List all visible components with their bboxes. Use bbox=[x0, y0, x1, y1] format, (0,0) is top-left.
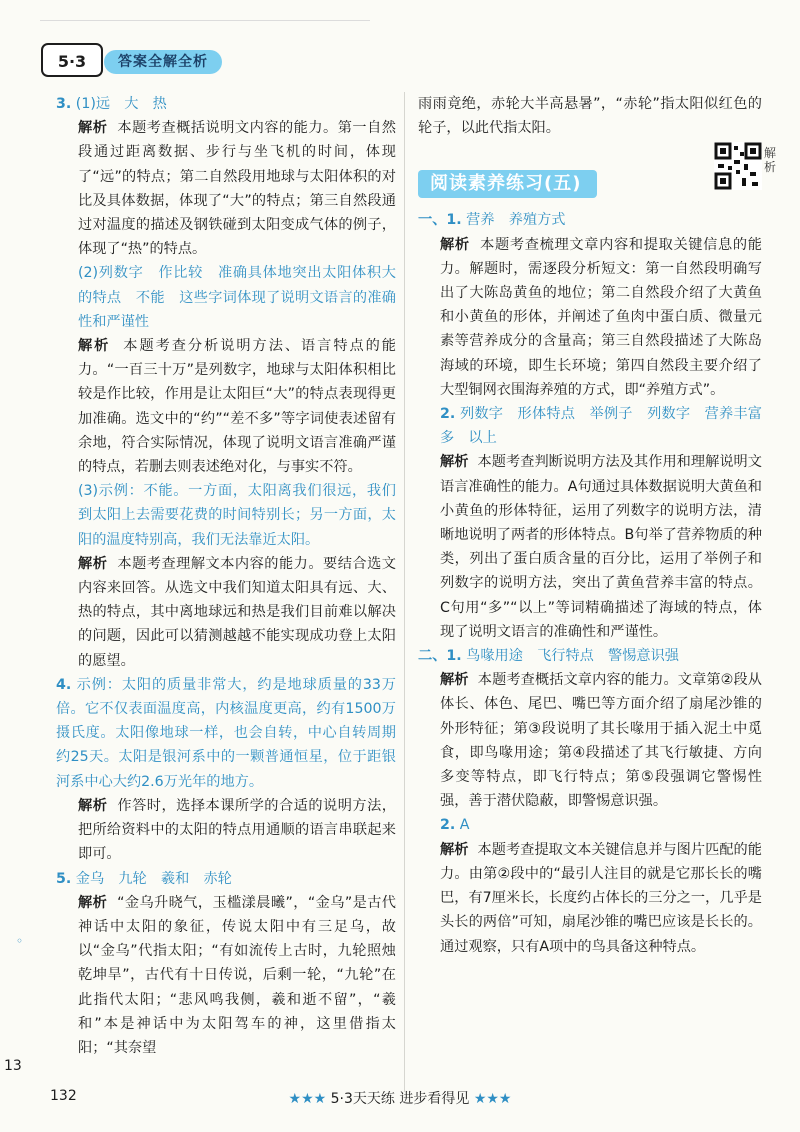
q4-number: 4. bbox=[56, 676, 72, 693]
q5-number: 5. bbox=[56, 870, 72, 887]
s4-analysis bbox=[418, 838, 762, 959]
column-divider bbox=[404, 92, 405, 1092]
q4-text: 示例：太阳的质量非常大，约是地球质量的33万倍。它不仅表面温度高，内核温度更高，约有1500万摄氏度。太阳像地球一样，也会自转，中心自转周期约25天。太阳是银河系中的一颗普通恒星，位于距银河系中心大约2.6万光年的地方。 bbox=[56, 676, 396, 790]
analysis-label: 解析 bbox=[78, 120, 108, 137]
footer-slogan bbox=[0, 1088, 800, 1108]
s2-number: 2. bbox=[440, 406, 456, 423]
q3-3-answer: (3)示例：不能。一方面，太阳离我们很远，我们到太阳上去需要花费的时间特别长；另一方面，太阳的温度特别高，我们无法靠近太阳。 bbox=[78, 483, 396, 548]
q3-1-analysis bbox=[56, 116, 396, 261]
s3-answer bbox=[418, 644, 762, 668]
analysis-label: 解析 bbox=[78, 555, 108, 572]
qr-code-icon[interactable] bbox=[714, 142, 762, 190]
analysis-label: 解析 bbox=[78, 338, 111, 355]
top-rule bbox=[40, 20, 370, 21]
qr-label: 解析 bbox=[764, 146, 777, 174]
section-title: 阅读素养练习(五) bbox=[418, 170, 597, 198]
analysis-text: 本题考查概括文章内容的能力。文章第②段从体长、体色、尾巴、嘴巴等方面介绍了扇尾沙锥的外形特征；第③段说明了其长喙用于插入泥土中觅食，即鸟喙用途；第④段描述了其飞行敏捷、方向多变等特点，即飞行特点；第⑤段强调它警惕性强，善于潜伏隐蔽，即警惕意识强。 bbox=[440, 672, 762, 810]
s4-text: A bbox=[459, 817, 470, 834]
s2-text: 列数字 形体特点 举例子 列数字 营养丰富 多 以上 bbox=[440, 406, 777, 447]
stars-left-icon: ★★★ bbox=[288, 1091, 327, 1107]
analysis-text: “金乌升晓气，玉槛漾晨曦”，“金乌”是古代神话中太阳的象征，传说太阳中有三足乌，故以“金乌”代指太阳；“有如流传上古时，九轮照烛乾坤旱”，古代有十日传说，后剩一轮，“九轮”在此指代太阳；“悲风鸣我侧，羲和逝不留”，“羲和”本是神话中为太阳驾车的神，这里借指太阳；“其奈望 bbox=[78, 894, 396, 1056]
left-column bbox=[56, 92, 396, 1060]
q3-part1 bbox=[56, 92, 396, 116]
analysis-label: 解析 bbox=[440, 454, 469, 471]
analysis-text: 本题考查分析说明方法、语言特点的能力。“一百三十万”是列数字，地球与太阳体积相比较是作比较，作用是让太阳巨“大”的特点表现得更加准确。选文中的“约”“差不多”等字词使表述留有余地，符合实际情况，体现了说明文语言准确严谨的特点，若删去则表述绝对化，与事实不符。 bbox=[78, 338, 396, 476]
q5-text: 金乌 九轮 羲和 赤轮 bbox=[75, 870, 232, 887]
q3-2-analysis bbox=[56, 334, 396, 479]
s3-number: 二、1. bbox=[418, 648, 462, 665]
stars-right-icon: ★★★ bbox=[473, 1091, 512, 1107]
analysis-label: 解析 bbox=[440, 841, 469, 858]
s1-text: 营养 养殖方式 bbox=[466, 212, 566, 229]
analysis-text: 本题考查梳理文章内容和提取关键信息的能力。解题时，需逐段分析短文：第一自然段明确写出了大陈岛黄鱼的地位；第二自然段介绍了大黄鱼和小黄鱼的形体，并阐述了鱼肉中蛋白质、微量元素等营养成分的含量高；第三自然段描述了大陈岛海域的环境，即生长环境；第四自然段主要介绍了大型铜网衣围海养殖的方式，即“养殖方式”。 bbox=[440, 236, 762, 398]
s4-answer bbox=[418, 813, 762, 837]
q4-answer bbox=[56, 673, 396, 794]
continued-text: 雨雨竟绝，赤轮大半高悬暑”，“赤轮”指太阳似红色的轮子，以此代指太阳。 bbox=[418, 96, 762, 137]
s3-analysis bbox=[418, 668, 762, 813]
s1-answer bbox=[418, 208, 762, 232]
analysis-text: 本题考查理解文本内容的能力。要结合选文内容来回答。从选文中我们知道太阳具有远、大、热的特点，其中离地球远和热是我们目前难以解决的问题，因此可以猜测越越不能实现成功登上太阳的愿望。 bbox=[78, 555, 396, 669]
q3-3-analysis bbox=[56, 552, 396, 673]
page-number: 132 bbox=[50, 1088, 77, 1104]
q3-number: 3. bbox=[56, 96, 72, 112]
analysis-text: 作答时，选择本课所学的合适的说明方法，把所给资料中的太阳的特点用通顺的语言串联起来即可。 bbox=[78, 797, 396, 863]
analysis-label: 解析 bbox=[440, 672, 469, 689]
analysis-label: 解析 bbox=[440, 236, 470, 253]
q5-analysis bbox=[56, 891, 396, 1060]
header-tag: 答案全解全析 bbox=[104, 50, 222, 74]
q4-analysis bbox=[56, 794, 396, 867]
analysis-text: 本题考查提取文本关键信息并与图片匹配的能力。由第②段中的“最引人注目的就是它那长长的嘴巴，有7厘米长，长度约占体长的三分之一，几乎是头长的两倍”可知，扇尾沙锥的嘴巴应该是长长的。通过观察，只有A项中的鸟具备这种特点。 bbox=[440, 841, 762, 955]
q5-answer bbox=[56, 867, 396, 891]
analysis-label: 解析 bbox=[78, 797, 108, 814]
s3-text: 鸟喙用途 飞行特点 警惕意识强 bbox=[466, 648, 679, 665]
side-mark-icon: ◦ bbox=[16, 934, 24, 948]
s2-analysis bbox=[418, 450, 762, 644]
s1-number: 一、1. bbox=[418, 212, 462, 229]
footer-text: 5·3天天练 进步看得见 bbox=[330, 1091, 470, 1107]
analysis-label: 解析 bbox=[78, 894, 108, 911]
s2-answer bbox=[418, 402, 777, 450]
q3-1-answer: (1)远 大 热 bbox=[75, 96, 167, 112]
margin-number: 13 bbox=[4, 1058, 22, 1074]
svg-text:5·3: 5·3 bbox=[57, 52, 87, 71]
right-column bbox=[418, 92, 777, 959]
s4-number: 2. bbox=[440, 817, 456, 834]
q3-2-answer: (2)列数字 作比较 准确具体地突出太阳体积大的特点 不能 这些字词体现了说明文语言的准确性和严谨性 bbox=[78, 265, 396, 330]
analysis-text: 本题考查概括说明文内容的能力。第一自然段通过距离数据、步行与坐飞机的时间，体现了“远”的特点；第二自然段用地球与太阳体积的对比及具体数据，体现了“大”的特点；第三自然段通过对温度的描述及钢铁碰到太阳变成气体的例子，体现了“热”的特点。 bbox=[78, 120, 396, 258]
s1-analysis bbox=[418, 233, 762, 402]
brand-logo-icon bbox=[40, 40, 110, 80]
analysis-text: 本题考查判断说明方法及其作用和理解说明文语言准确性的能力。A句通过具体数据说明大黄鱼和小黄鱼的形体特征，运用了列数字的说明方法，清晰地说明了两者的形体特点。B句举了营养物质的种类，列出了蛋白质含量的百分比，运用了举例子和列数字的说明方法，突出了黄鱼营养丰富的特点。C句用“多”“以上”等词精确描述了海域的特点，体现了说明文语言的准确性和严谨性。 bbox=[440, 454, 762, 640]
